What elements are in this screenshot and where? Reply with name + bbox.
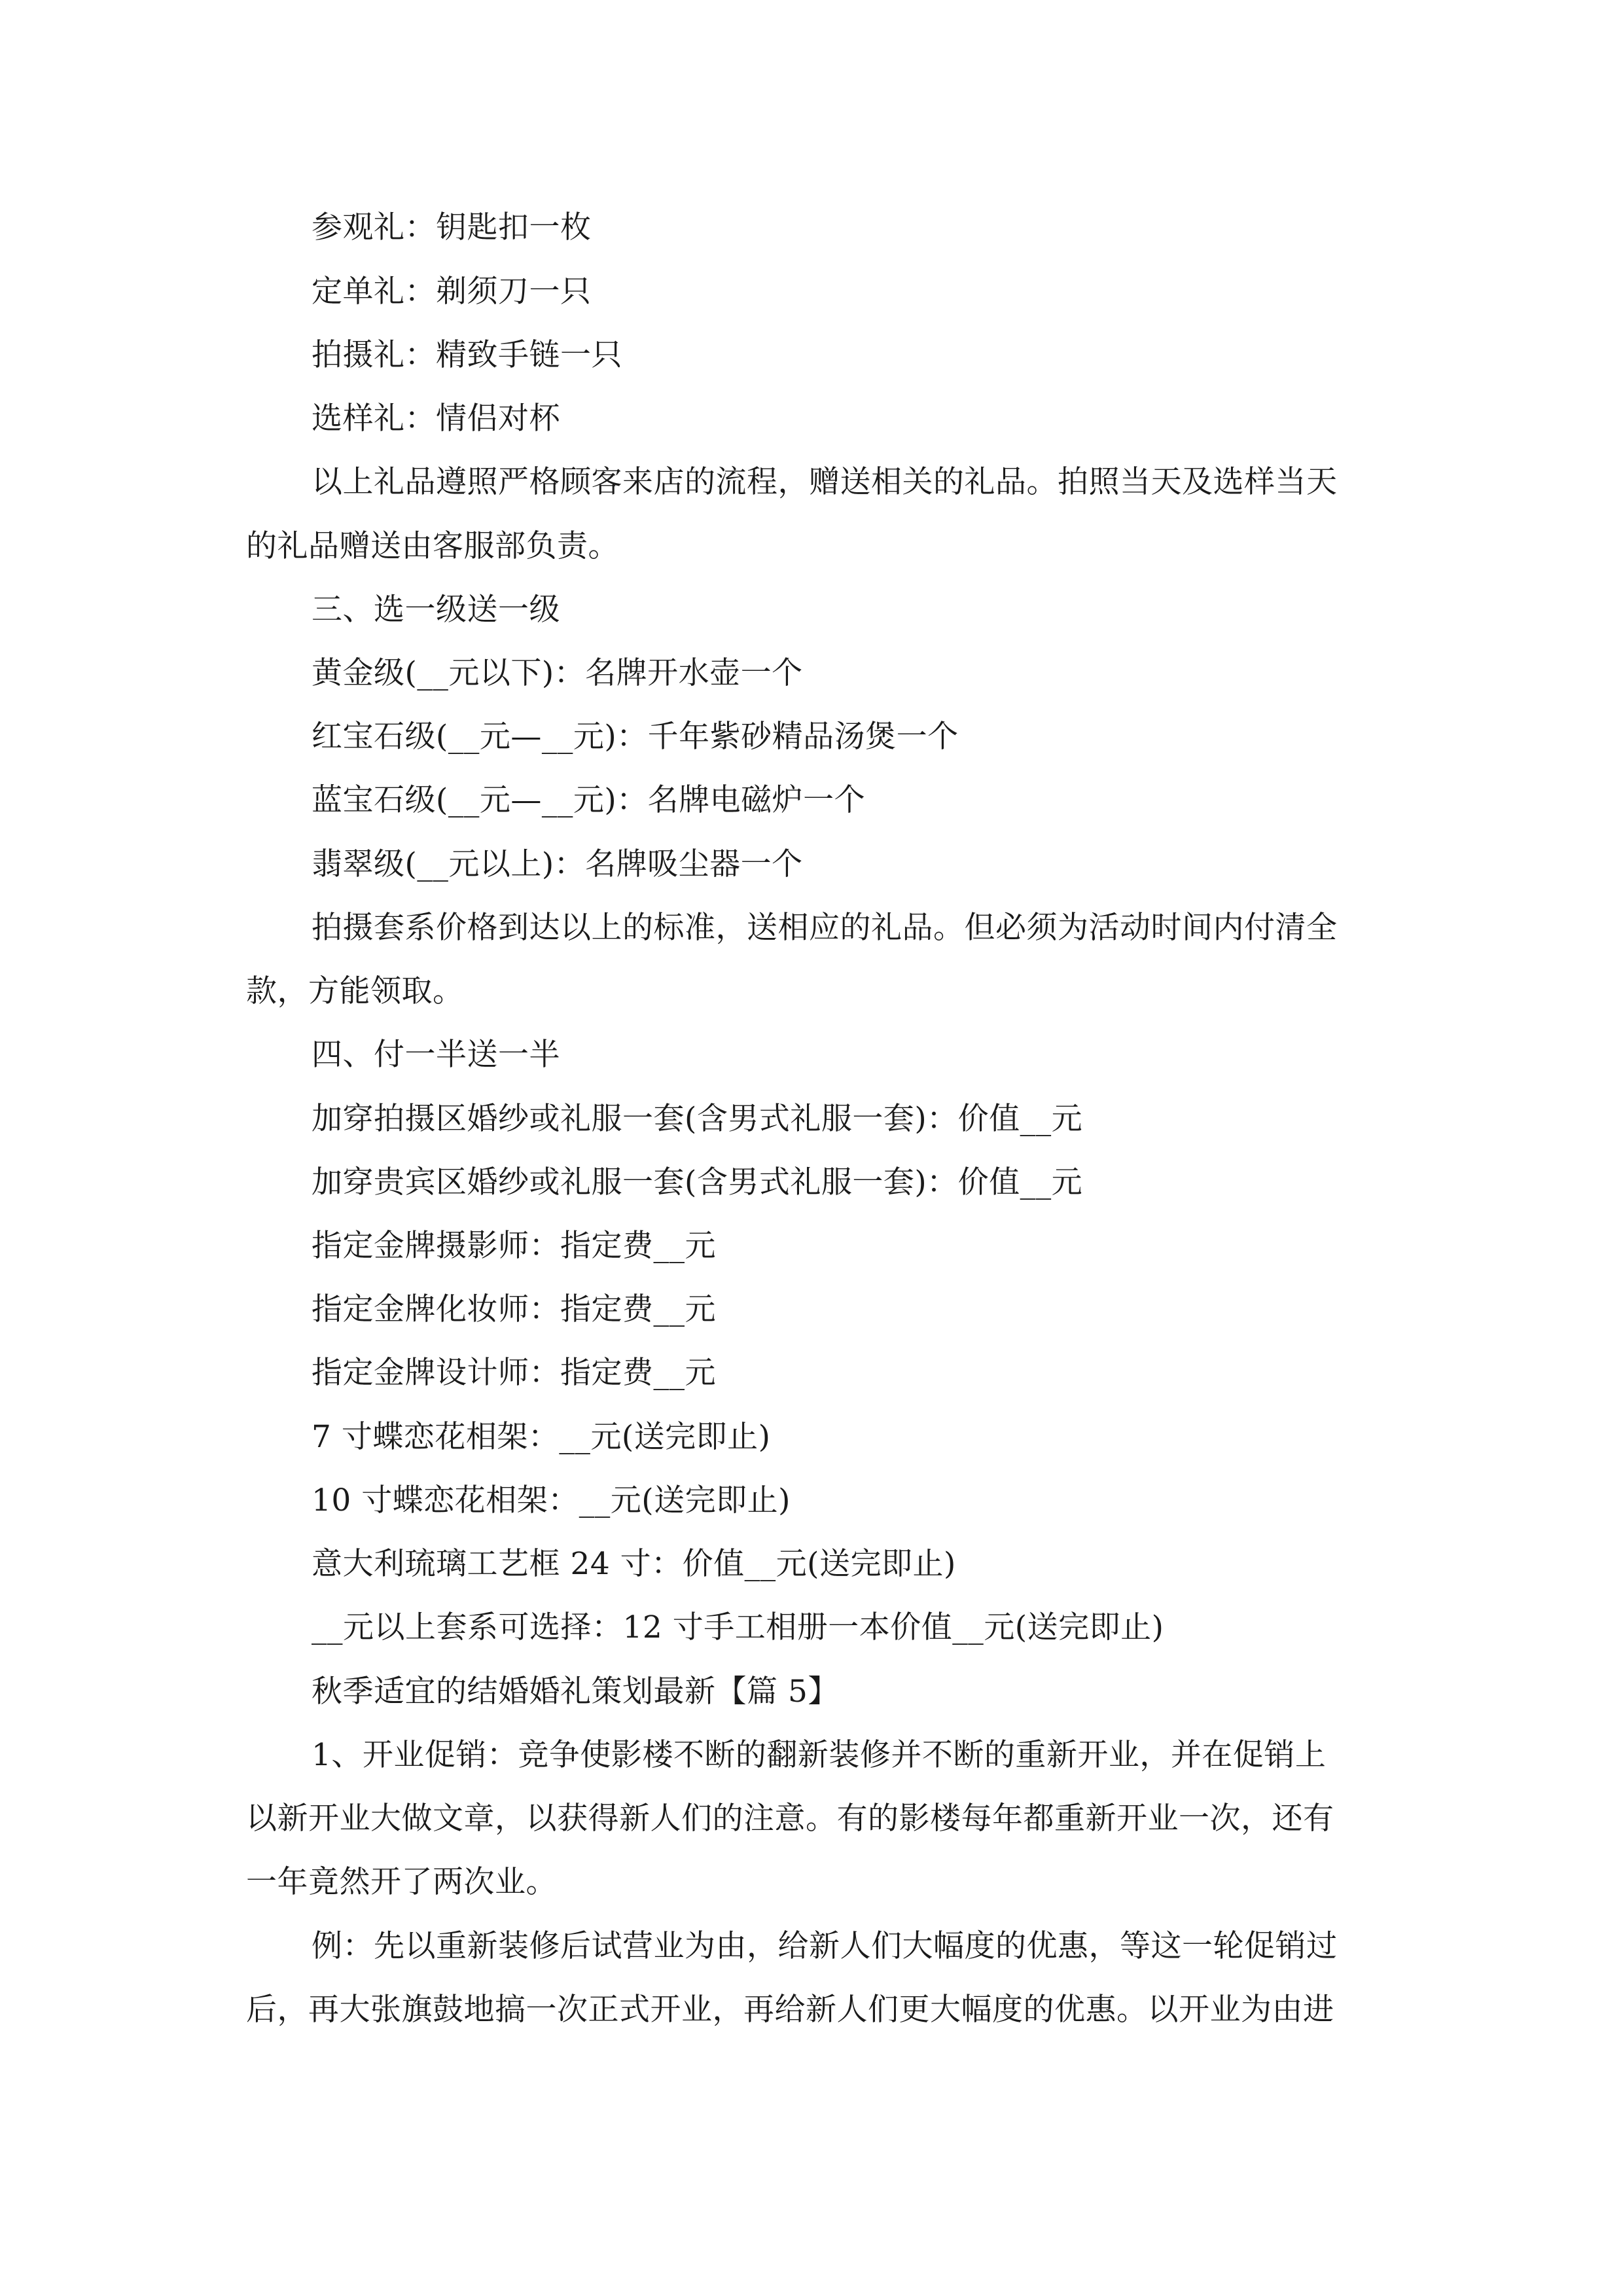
addon-designer-line: 指定金牌设计师：指定费__元: [312, 1355, 716, 1391]
addon-glass-frame-line: 意大利琉璃工艺框 24 寸：价值__元(送完即止): [312, 1546, 956, 1582]
paragraph-tier-note-line-1: 拍摄套系价格到达以上的标准，送相应的礼品。但必须为活动时间内付清全: [312, 910, 1338, 946]
addon-album-line: __元以上套系可选择：12 寸手工相册一本价值__元(送完即止): [312, 1609, 1164, 1645]
paragraph-opening-line-1: 1、开业促销：竞争使影楼不断的翻新装修并不断的重新开业，并在促销上: [312, 1737, 1327, 1773]
paragraph-tier-note-line-2: 款，方能领取。: [246, 973, 464, 1009]
addon-frame-10-line: 10 寸蝶恋花相架：__元(送完即止): [312, 1482, 791, 1518]
paragraph-gift-note-line-1: 以上礼品遵照严格顾客来店的流程，赠送相关的礼品。拍照当天及选样当天: [312, 464, 1338, 500]
paragraph-example-line-1: 例：先以重新装修后试营业为由，给新人们大幅度的优惠，等这一轮促销过: [312, 1928, 1338, 1964]
paragraph-example-line-2: 后，再大张旗鼓地搞一次正式开业，再给新人们更大幅度的优惠。以开业为由进: [246, 1992, 1334, 2028]
tier-gold-line: 黄金级(__元以下)：名牌开水壶一个: [312, 655, 803, 691]
paragraph-opening-line-3: 一年竟然开了两次业。: [246, 1864, 557, 1900]
gift-shoot-line: 拍摄礼：精致手链一只: [312, 337, 622, 373]
section-heading-4: 四、付一半送一半: [312, 1037, 560, 1073]
section-heading-3: 三、选一级送一级: [312, 592, 560, 628]
tier-emerald-line: 翡翠级(__元以上)：名牌吸尘器一个: [312, 846, 803, 882]
chapter-title: 秋季适宜的结婚婚礼策划最新【篇 5】: [312, 1674, 839, 1710]
paragraph-opening-line-2: 以新开业大做文章，以获得新人们的注意。有的影楼每年都重新开业一次，还有: [246, 1801, 1334, 1837]
gift-select-line: 选样礼：情侣对杯: [312, 401, 560, 437]
tier-ruby-line: 红宝石级(__元—__元)：千年紫砂精品汤煲一个: [312, 719, 959, 755]
paragraph-gift-note-line-2: 的礼品赠送由客服部负责。: [246, 528, 619, 564]
gift-order-line: 定单礼：剃须刀一只: [312, 274, 592, 310]
addon-makeup-line: 指定金牌化妆师：指定费__元: [312, 1291, 716, 1327]
gift-visit-line: 参观礼：钥匙扣一枚: [312, 209, 592, 245]
addon-photographer-line: 指定金牌摄影师：指定费__元: [312, 1228, 716, 1264]
addon-frame-7-line: 7 寸蝶恋花相架：__元(送完即止): [312, 1419, 771, 1455]
tier-sapphire-line: 蓝宝石级(__元—__元)：名牌电磁炉一个: [312, 782, 866, 818]
addon-shoot-dress-line: 加穿拍摄区婚纱或礼服一套(含男式礼服一套)：价值__元: [312, 1101, 1083, 1137]
addon-vip-dress-line: 加穿贵宾区婚纱或礼服一套(含男式礼服一套)：价值__元: [312, 1164, 1083, 1200]
